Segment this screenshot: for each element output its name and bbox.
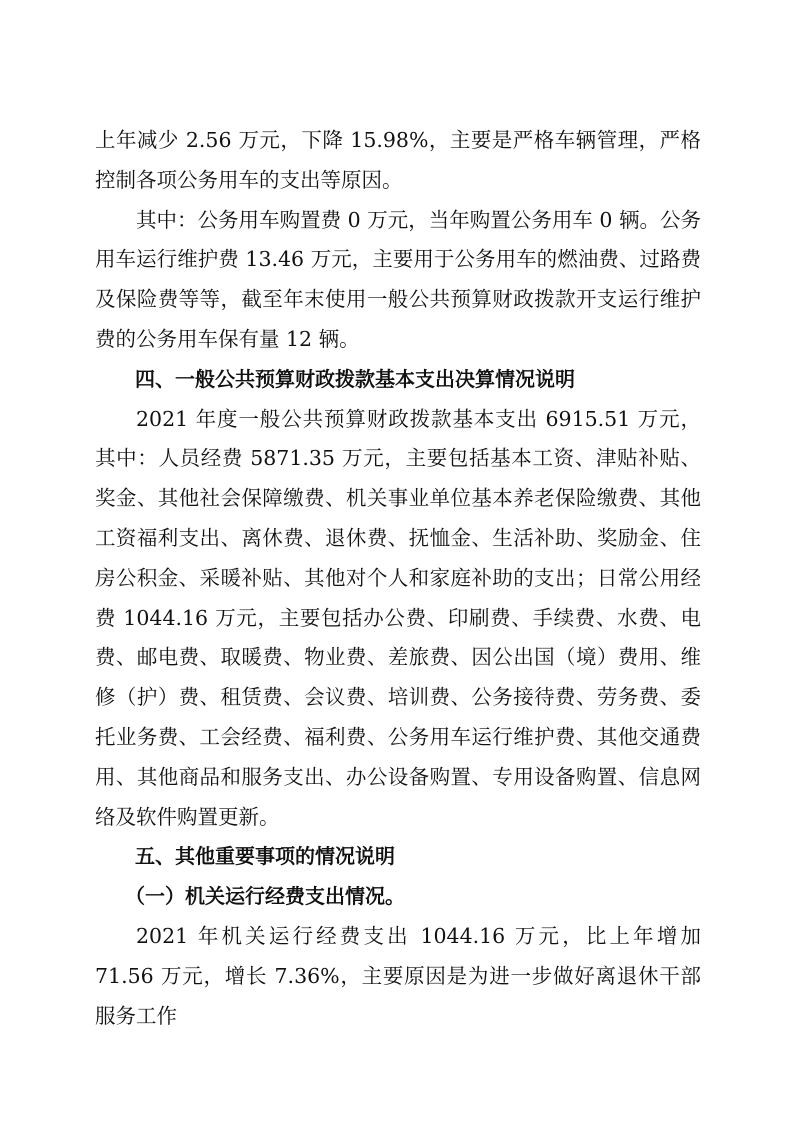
subsection-heading-operating-expenses: （一）机关运行经费支出情况。 <box>125 884 405 909</box>
paragraph-basic-expenditure: 2021 年度一般公共预算财政拨款基本支出 6915.51 万元，其中：人员经费 5871.35 万元，主要包括基本工资、津贴补贴、奖金、其他社会保障缴费、机关事业单位基本养老保险缴费、其他工资福利支出、离休费、退休费、抚恤金、生活补助、奖励金、住房公积金、采暖补贴、其他对个人和家庭补助的支出；日常公用经费 1044.16 万元，主要包括办公费、印刷费、手续费、水费、电费、邮电费、取暖费、物业费、差旅费、因公出国（境）费用、维修（护）费、租赁费、会议费、培训费、公务接待费、劳务费、委托业务费、工会经费、福利费、公务用车运行维护费、其他交通费用、其他商品和服务支出、办公设备购置、专用设备购置、信息网络及软件购置更新。 <box>95 406 701 829</box>
paragraph-operating-expenses: 2021 年机关运行经费支出 1044.16 万元，比上年增加 71.56 万元，增长 7.36%，主要原因是为进一步做好离退休干部服务工作 <box>95 923 701 1028</box>
paragraph-vehicle-purchase-maintenance: 其中：公务用车购置费 0 万元，当年购置公务用车 0 辆。公务用车运行维护费 13.46 万元，主要用于公务用车的燃油费、过路费及保险费等等，截至年末使用一般公共预算财政拨款开支运行维护费的公务用车保有量 12 辆。 <box>95 207 701 351</box>
document-body <box>95 121 701 1036</box>
section-heading-other-matters: 五、其他重要事项的情况说明 <box>135 844 395 869</box>
paragraph-vehicle-reduction: 上年减少 2.56 万元，下降 15.98%，主要是严格车辆管理，严格控制各项公务用车的支出等原因。 <box>95 128 701 192</box>
section-heading-basic-expenditure: 四、一般公共预算财政拨款基本支出决算情况说明 <box>135 366 575 391</box>
